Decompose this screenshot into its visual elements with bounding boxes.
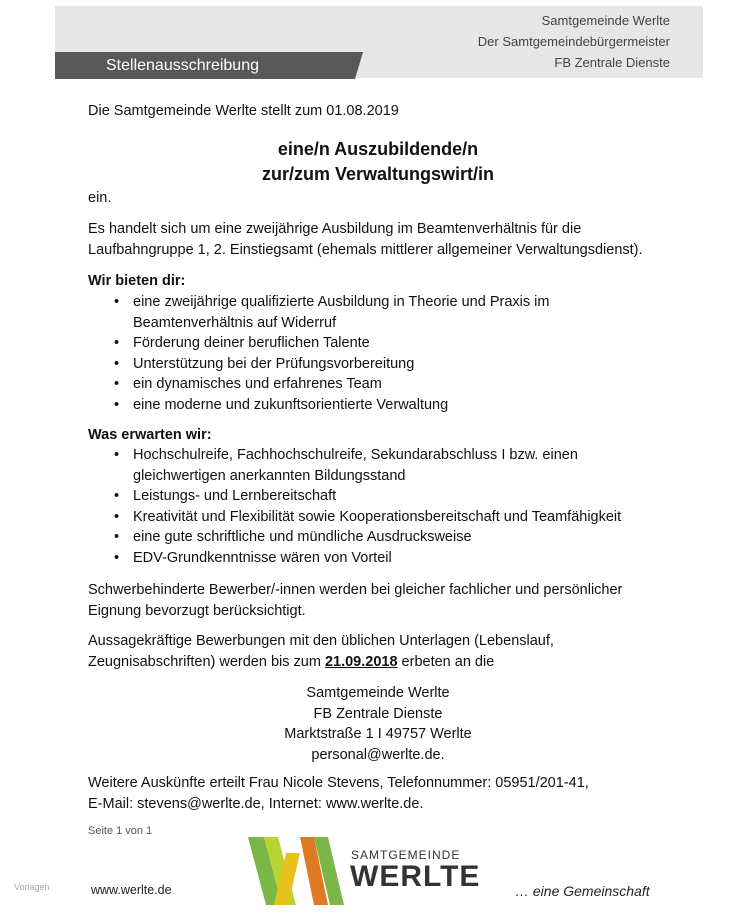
offer-item: • eine zweijährige qualifizierte Ausbildung in Theorie und Praxis im Beamtenverhältnis auf Widerruf: [88, 292, 668, 333]
watermark-text: Vorlagen: [14, 882, 50, 892]
header-tab: Stellenausschreibung: [55, 52, 355, 79]
footer-slogan: … eine Gemeinschaft: [515, 883, 650, 899]
header-line-mayor: Der Samtgemeindebürgermeister: [477, 34, 670, 49]
expect-item: • eine gute schriftliche und mündliche Ausdrucksweise: [88, 527, 668, 548]
disability-note: Schwerbehinderte Bewerber/-innen werden bei gleicher fachlicher und persönlicher Eignung bevorzugt berücksichtigt.: [88, 582, 623, 619]
expect-item: • Leistungs- und Lernbereitschaft: [88, 486, 668, 507]
offer-item: • ein dynamisches und erfahrenes Team: [88, 374, 668, 395]
logo-wordmark-top: SAMTGEMEINDE: [351, 848, 461, 862]
werlte-logo-icon: [248, 833, 344, 909]
headline-position: eine/n Auszubildende/n: [277, 139, 479, 159]
offer-item: • Unterstützung bei der Prüfungsvorbereitung: [88, 354, 668, 375]
expect-list: [88, 445, 668, 568]
application-text-before: Aussagekräftige Bewerbungen mit den üblichen Unterlagen (Lebenslauf, Zeugnisabschriften) werden bis zum: [88, 633, 554, 670]
logo-wordmark-main: WERLTE: [350, 860, 481, 893]
contact-email-web[interactable]: E-Mail: stevens@werlte.de, Internet: www.werlte.de.: [88, 796, 424, 812]
ein-text: ein.: [88, 190, 112, 206]
offer-list: [88, 292, 668, 415]
address-line-email[interactable]: personal@werlte.de.: [311, 746, 445, 763]
offer-item: • Förderung deiner beruflichen Talente: [88, 333, 668, 354]
application-deadline: 21.09.2018: [324, 653, 398, 670]
footer-website-link[interactable]: www.werlte.de: [91, 883, 172, 897]
intro-text: Die Samtgemeinde Werlte stellt zum 01.08.2019: [88, 103, 399, 119]
description-text: Es handelt sich um eine zweijährige Ausbildung im Beamtenverhältnis für die Laufbahngruppe 1, 2. Einstiegsamt (ehemals mittlerer allgemeiner Verwaltungsdienst).: [88, 221, 643, 258]
expect-item: • EDV-Grundkenntnisse wären von Vorteil: [88, 548, 668, 569]
header-sender: [478, 10, 670, 73]
headline-job-title: zur/zum Verwaltungswirt/in: [261, 164, 495, 184]
offer-item: • eine moderne und zukunftsorientierte Verwaltung: [88, 395, 668, 416]
contact-line: Weitere Auskünfte erteilt Frau Nicole Stevens, Telefonnummer: 05951/201-41,: [88, 775, 589, 791]
address-line-municipality: Samtgemeinde Werlte: [306, 685, 450, 701]
address-line-department: FB Zentrale Dienste: [313, 705, 443, 722]
header-line-municipality: Samtgemeinde Werlte: [541, 13, 670, 28]
application-text-after: erbeten an die: [397, 653, 495, 670]
offer-heading: Wir bieten dir:: [88, 273, 186, 289]
expect-item: • Kreativität und Flexibilität sowie Kooperationsbereitschaft und Teamfähigkeit: [88, 507, 668, 528]
application-text: [88, 631, 668, 672]
address-block: [88, 683, 668, 765]
address-line-street: Marktstraße 1 I 49757 Werlte: [284, 726, 472, 742]
expect-item: • Hochschulreife, Fachhochschulreife, Sekundarabschluss I bzw. einen gleichwertigen anerkannten Bildungsstand: [88, 445, 668, 486]
header-line-department: FB Zentrale Dienste: [554, 55, 670, 70]
expect-heading: Was erwarten wir:: [88, 427, 212, 443]
page-number: Seite 1 von 1: [88, 825, 153, 837]
